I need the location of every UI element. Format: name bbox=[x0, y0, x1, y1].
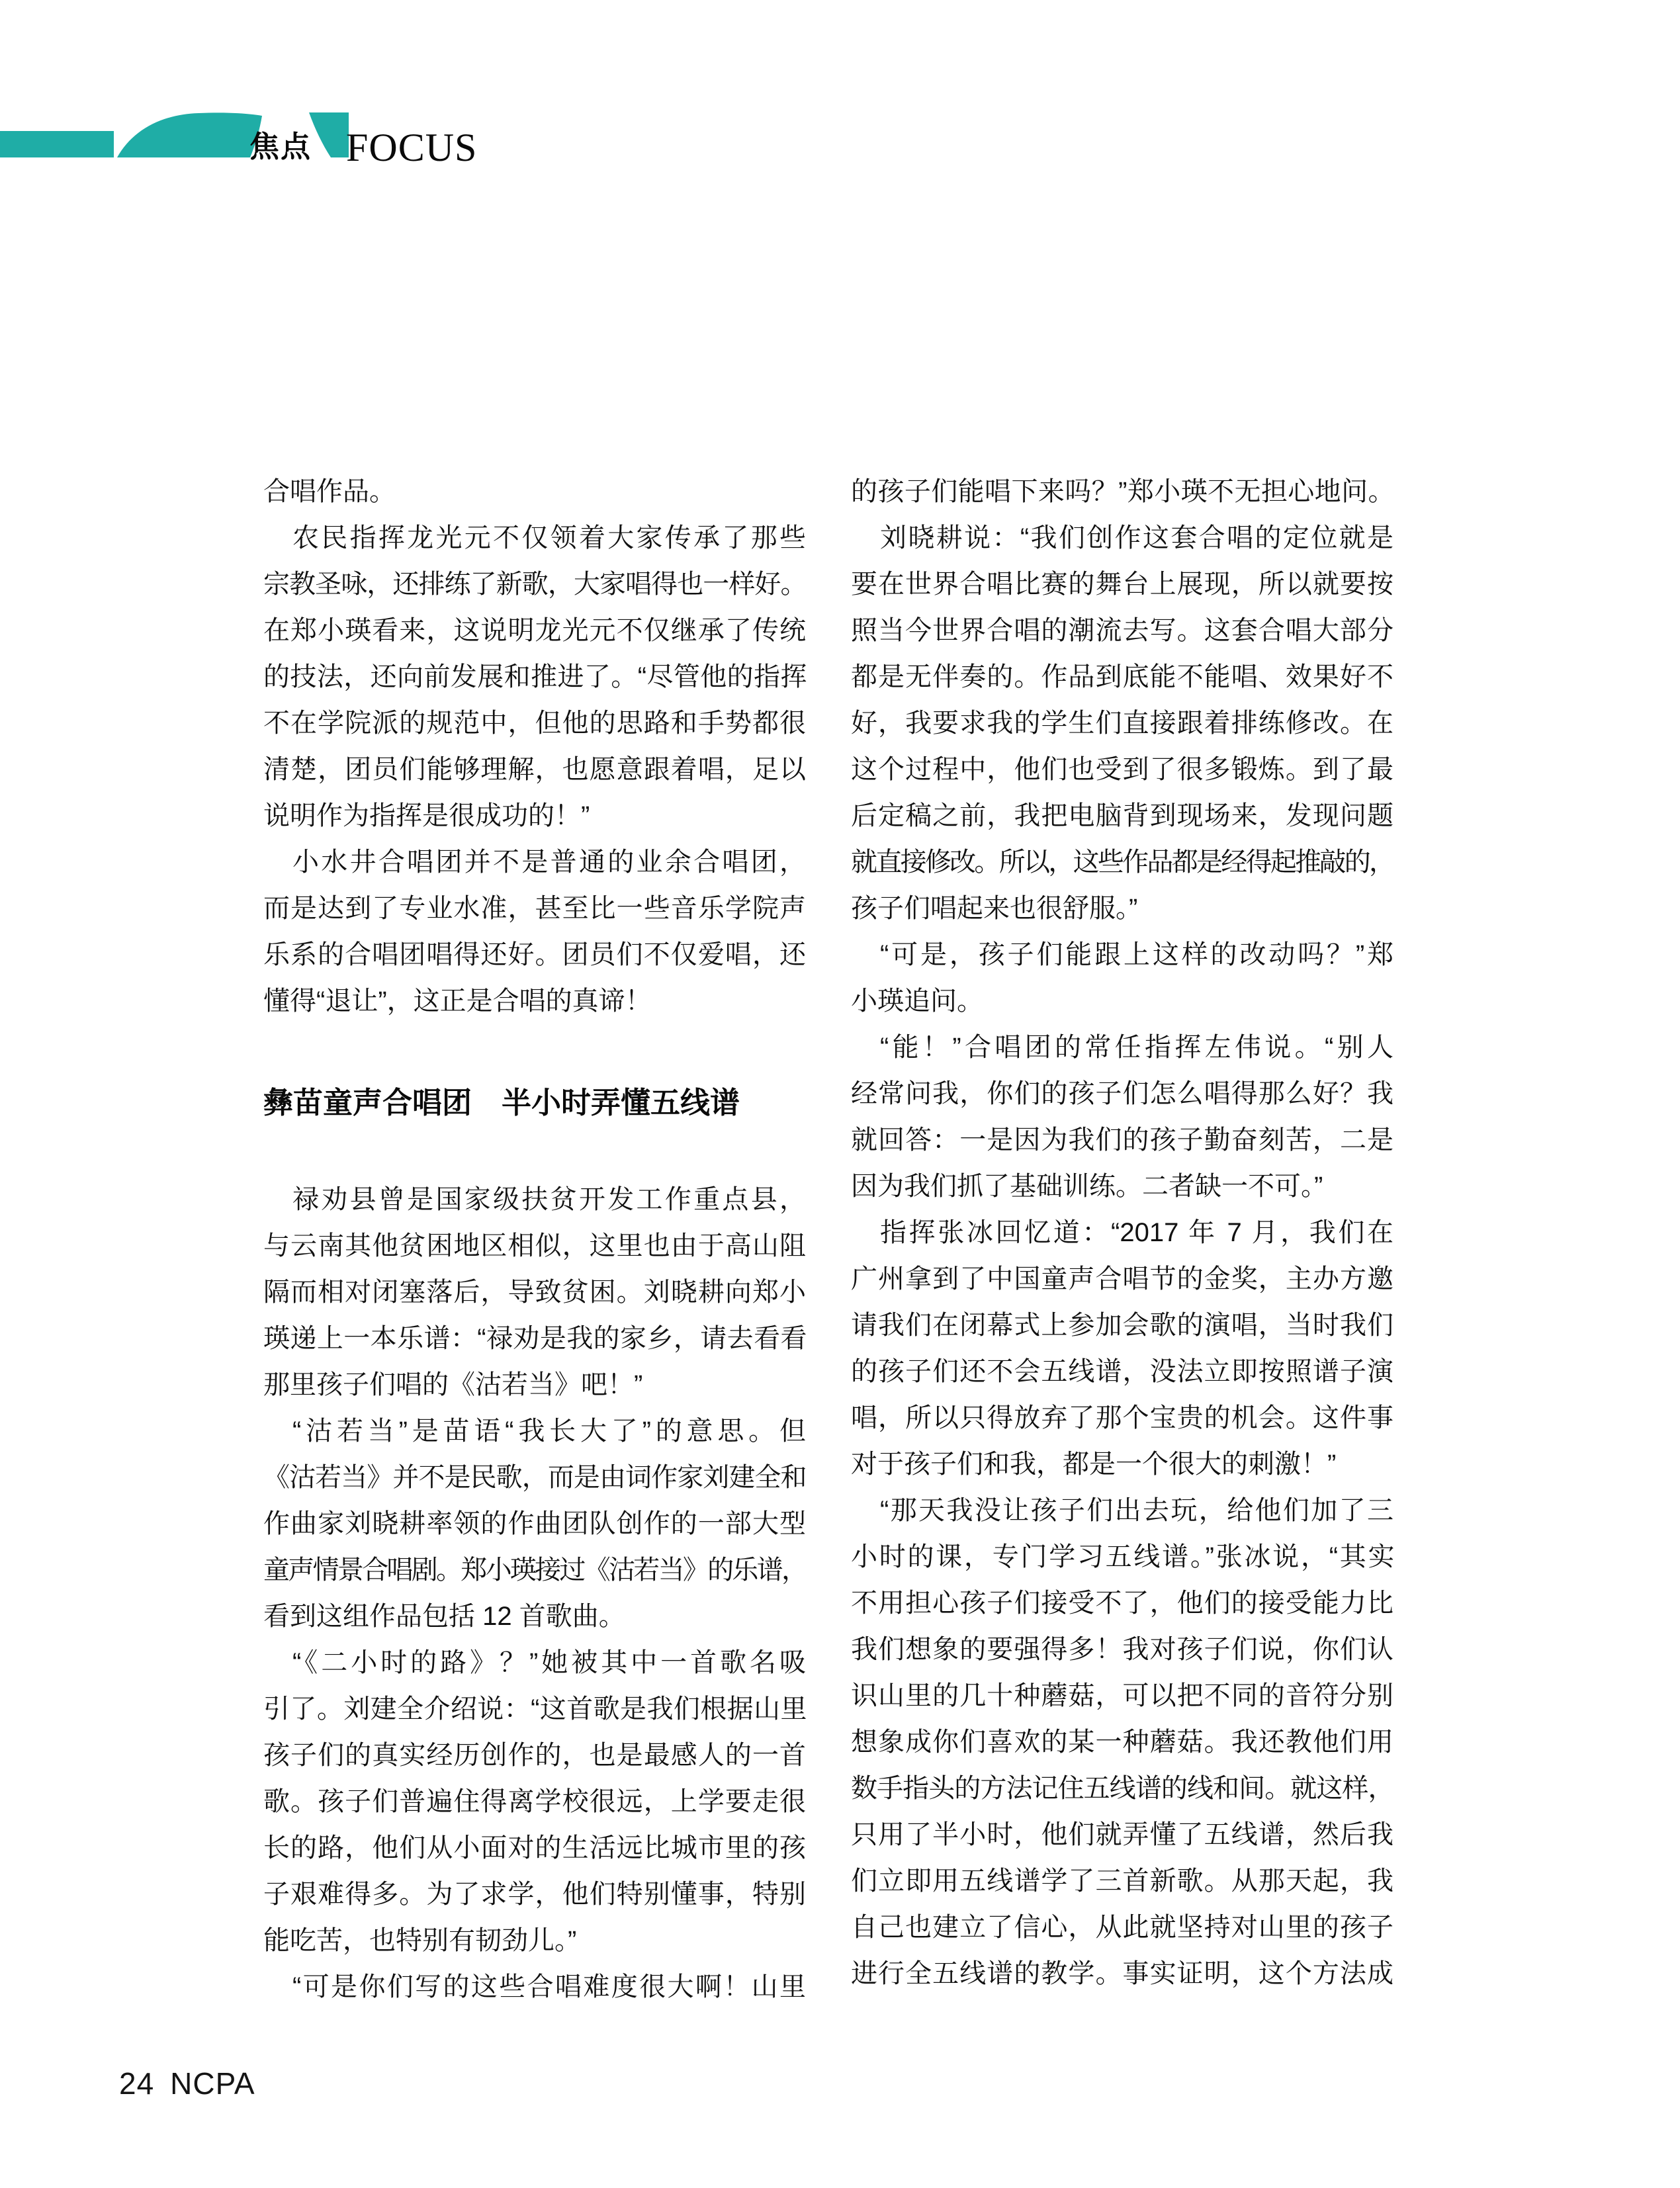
text-line: 在郑小瑛看来，这说明龙光元不仅继承了传统 bbox=[263, 616, 806, 645]
text-line: 孩子们唱起来也很舒服。” bbox=[851, 894, 1138, 923]
text-line: 就回答：一是因为我们的孩子勤奋刻苦，二是 bbox=[851, 1125, 1393, 1155]
text-line: 都是无伴奏的。作品到底能不能唱、效果好不 bbox=[851, 662, 1393, 691]
text-line: 们立即用五线谱学了三首新歌。从那天起，我 bbox=[851, 1866, 1393, 1896]
text-line: 只用了半小时，他们就弄懂了五线谱，然后我 bbox=[851, 1820, 1393, 1849]
text-line: 因为我们抓了基础训练。二者缺一不可。” bbox=[851, 1172, 1323, 1201]
text-line: 刘晓耕说：“我们创作这套合唱的定位就是 bbox=[880, 523, 1393, 552]
text-line: 瑛递上一本乐谱：“禄劝是我的家乡，请去看看 bbox=[263, 1324, 806, 1353]
text-line: 隔而相对闭塞落后，导致贫困。刘晓耕向郑小 bbox=[263, 1278, 806, 1307]
logo-dome-shape bbox=[117, 112, 262, 157]
text-line: 《沽若当》并不是民歌，而是由词作家刘建全和 bbox=[263, 1463, 806, 1492]
text-line: 小瑛追问。 bbox=[851, 986, 983, 1016]
text-line: 孩子们的真实经历创作的，也是最感人的一首 bbox=[263, 1741, 806, 1770]
logo-cn-text: 焦点 bbox=[249, 130, 312, 163]
text-line: 要在世界合唱比赛的舞台上展现，所以就要按 bbox=[851, 570, 1393, 599]
journal-name: NCPA bbox=[170, 2066, 255, 2101]
text-line: “那天我没让孩子们出去玩，给他们加了三 bbox=[880, 1496, 1393, 1525]
text-line: 唱，所以只得放弃了那个宝贵的机会。这件事 bbox=[851, 1403, 1393, 1432]
text-line: 后定稿之前，我把电脑背到现场来，发现问题 bbox=[851, 801, 1393, 830]
text-line: 进行全五线谱的教学。事实证明，这个方法成 bbox=[851, 1959, 1393, 1988]
text-line: 小水井合唱团并不是普通的业余合唱团， bbox=[292, 848, 806, 877]
text-line: 合唱作品。 bbox=[263, 477, 396, 506]
text-line: 的技法，还向前发展和推进了。“尽管他的指挥 bbox=[263, 662, 806, 691]
text-line: “沽若当”是苗语“我长大了”的意思。但 bbox=[292, 1417, 806, 1446]
text-line: 长的路，他们从小面对的生活远比城市里的孩 bbox=[263, 1833, 806, 1862]
text-line: 识山里的几十种蘑菇，可以把不同的音符分别 bbox=[851, 1681, 1393, 1710]
text-line: 禄劝县曾是国家级扶贫开发工作重点县， bbox=[292, 1185, 806, 1214]
left-column-top bbox=[263, 468, 806, 1024]
text-line: 对于孩子们和我，都是一个很大的刺激！” bbox=[851, 1450, 1337, 1479]
text-line: 那里孩子们唱的《沽若当》吧！” bbox=[263, 1370, 643, 1399]
text-line: 自己也建立了信心，从此就坚持对山里的孩子 bbox=[851, 1913, 1393, 1942]
text-line: 数手指头的方法记住五线谱的线和间。就这样， bbox=[851, 1774, 1393, 1803]
text-line: 想象成你们喜欢的某一种蘑菇。我还教他们用 bbox=[851, 1728, 1393, 1757]
text-line: 不用担心孩子们接受不了，他们的接受能力比 bbox=[851, 1589, 1393, 1618]
text-line: 广州拿到了中国童声合唱节的金奖，主办方邀 bbox=[851, 1264, 1393, 1293]
text-line: 清楚，团员们能够理解，也愿意跟着唱，足以 bbox=[263, 755, 806, 784]
text-line: 子艰难得多。为了求学，他们特别懂事，特别 bbox=[263, 1880, 806, 1909]
left-column-bottom bbox=[263, 1176, 806, 2010]
page-footer bbox=[119, 2068, 255, 2099]
text-line: 的孩子们能唱下来吗？”郑小瑛不无担心地问。 bbox=[851, 477, 1393, 506]
text-line: 好，我要求我的学生们直接跟着排练修改。在 bbox=[851, 709, 1393, 738]
header-bar bbox=[0, 131, 114, 157]
page-number: 24 bbox=[119, 2066, 155, 2101]
text-line: 童声情景合唱剧。郑小瑛接过《沽若当》的乐谱， bbox=[263, 1555, 806, 1585]
text-line: 歌。孩子们普遍住得离学校很远，上学要走很 bbox=[263, 1787, 806, 1816]
text-line: 说明作为指挥是很成功的！” bbox=[263, 801, 590, 830]
text-line: “可是，孩子们能跟上这样的改动吗？”郑 bbox=[880, 940, 1393, 969]
text-line: 而是达到了专业水准，甚至比一些音乐学院声 bbox=[263, 894, 806, 923]
logo-en-text: FOCUS bbox=[346, 126, 478, 169]
text-line: 农民指挥龙光元不仅领着大家传承了那些 bbox=[292, 523, 806, 552]
section-heading: 彝苗童声合唱团 半小时弄懂五线谱 bbox=[263, 1086, 740, 1119]
text-line: 就直接修改。所以，这些作品都是经得起推敲的， bbox=[851, 848, 1393, 877]
text-line: 指挥张冰回忆道：“2017 年 7 月，我们在 bbox=[880, 1218, 1393, 1247]
text-line: 小时的课，专门学习五线谱。”张冰说，“其实 bbox=[851, 1542, 1393, 1571]
text-line: 宗教圣咏，还排练了新歌，大家唱得也一样好。 bbox=[263, 570, 806, 599]
text-line: 乐系的合唱团唱得还好。团员们不仅爱唱，还 bbox=[263, 940, 806, 969]
text-line: “可是你们写的这些合唱难度很大啊！山里 bbox=[292, 1972, 806, 2001]
text-line: 照当今世界合唱的潮流去写。这套合唱大部分 bbox=[851, 616, 1393, 645]
text-line: 看到这组作品包括 12 首歌曲。 bbox=[263, 1602, 625, 1631]
right-column bbox=[851, 468, 1393, 1997]
logo-ribbon-shape bbox=[309, 112, 349, 157]
text-line: 引了。刘建全介绍说：“这首歌是我们根据山里 bbox=[263, 1694, 806, 1724]
text-line: 请我们在闭幕式上参加会歌的演唱，当时我们 bbox=[851, 1311, 1393, 1340]
text-line: 与云南其他贫困地区相似，这里也由于高山阻 bbox=[263, 1231, 806, 1260]
text-line: 经常问我，你们的孩子们怎么唱得那么好？我 bbox=[851, 1079, 1393, 1108]
text-line: 能吃苦，也特别有韧劲儿。” bbox=[263, 1926, 577, 1955]
text-line: 我们想象的要强得多！我对孩子们说，你们认 bbox=[851, 1635, 1393, 1664]
text-line: 这个过程中，他们也受到了很多锻炼。到了最 bbox=[851, 755, 1393, 784]
text-line: 的孩子们还不会五线谱，没法立即按照谱子演 bbox=[851, 1357, 1393, 1386]
text-line: 不在学院派的规范中，但他的思路和手势都很 bbox=[263, 709, 806, 738]
text-line: “《二小时的路》？”她被其中一首歌名吸 bbox=[292, 1648, 806, 1677]
text-line: 作曲家刘晓耕率领的作曲团队创作的一部大型 bbox=[263, 1509, 806, 1538]
text-line: “能！”合唱团的常任指挥左伟说。“别人 bbox=[880, 1033, 1393, 1062]
text-line: 懂得“退让”，这正是合唱的真谛！ bbox=[263, 986, 652, 1016]
